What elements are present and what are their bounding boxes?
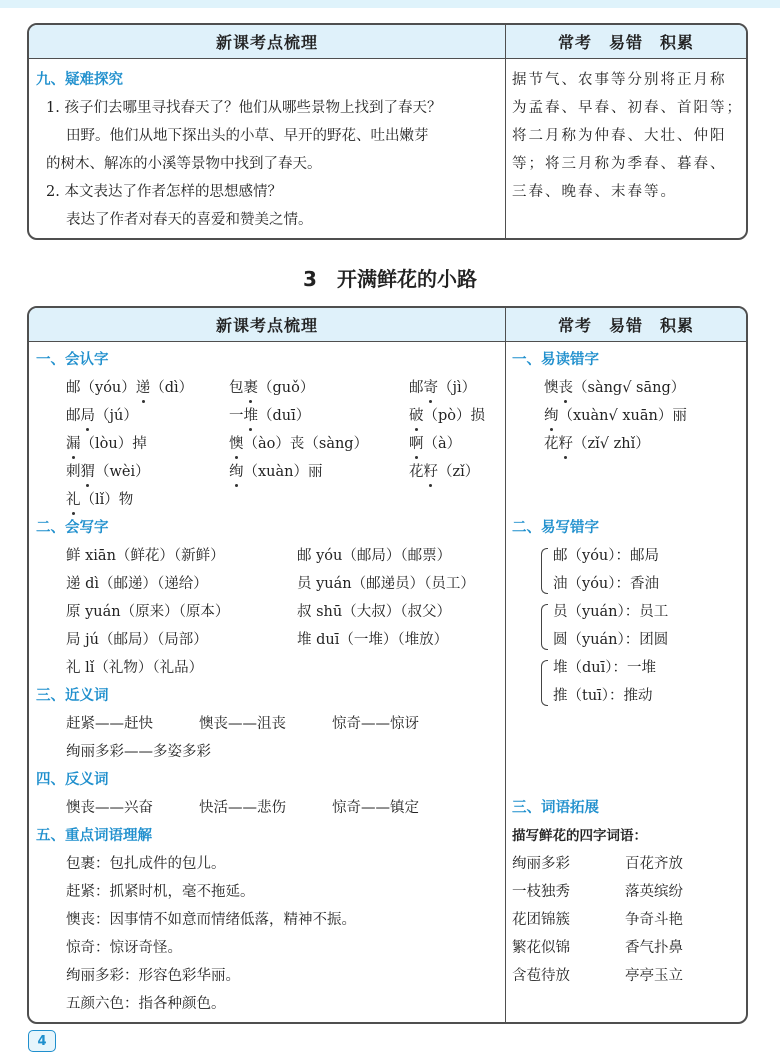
- char-entry: 绚（xuàn）丽: [229, 464, 323, 480]
- definition: 包裹：包扎成件的包儿。: [66, 856, 226, 872]
- top-strip: [0, 0, 780, 8]
- char-entry: 漏（lòu）掉: [66, 436, 147, 452]
- write-entry: 局 jú（邮局）（局部）: [66, 632, 208, 648]
- antonym-pair: 快活——悲伤: [199, 800, 286, 816]
- idiom: 绚丽多彩: [512, 856, 570, 872]
- synonym-pair: 赶紧——赶快: [66, 716, 153, 732]
- section-heading: 五、重点词语理解: [36, 828, 152, 844]
- misread-entry: 花籽（zǐ√ zhǐ）: [544, 436, 650, 452]
- char-entry: 一堆（duī）: [229, 408, 311, 424]
- panel-inquiry: [27, 23, 748, 240]
- section-heading: 三、词语拓展: [512, 800, 599, 816]
- write-entry: 叔 shū（大叔）（叔父）: [297, 604, 451, 620]
- idiom: 亭亭玉立: [625, 968, 683, 984]
- section-heading: 三、近义词: [36, 688, 109, 704]
- header-left: 新课考点梳理: [29, 25, 505, 59]
- idiom: 含苞待放: [512, 968, 570, 984]
- right-note-line: 三春、晚春、末春等。: [512, 184, 677, 200]
- column-divider: [505, 308, 506, 1022]
- char-entry: 花籽（zǐ）: [409, 464, 480, 480]
- idiom: 繁花似锦: [512, 940, 570, 956]
- definition: 懊丧：因事情不如意而情绪低落，精神不振。: [66, 912, 356, 928]
- char-entry: 破（pò）损: [409, 408, 486, 424]
- header-left: 新课考点梳理: [29, 308, 505, 342]
- brace-bracket: [541, 548, 548, 594]
- column-divider: [505, 25, 506, 238]
- idiom: 一枝独秀: [512, 884, 570, 900]
- section-heading: 九、疑难探究: [36, 72, 123, 88]
- question-2: 2. 本文表达了作者怎样的思想感情？: [46, 184, 282, 200]
- section-heading: 四、反义词: [36, 772, 109, 788]
- char-entry: 礼（lǐ）物: [66, 492, 134, 508]
- write-entry: 鲜 xiān（鲜花）（新鲜）: [66, 548, 225, 564]
- idiom: 落英缤纷: [625, 884, 683, 900]
- brace-bracket: [541, 660, 548, 706]
- idiom: 花团锦簇: [512, 912, 570, 928]
- header-right: 常考 易错 积累: [506, 308, 746, 342]
- right-note-line: 等；将三月称为季春、暮春、: [512, 156, 727, 172]
- definition: 赶紧：抓紧时机，毫不拖延。: [66, 884, 255, 900]
- char-entry: 啊（à）: [409, 436, 462, 452]
- question-1: 1. 孩子们去哪里寻找春天了？他们从哪些景物上找到了春天？: [46, 100, 442, 116]
- page-number: 4: [28, 1030, 56, 1052]
- panel-lesson: [27, 306, 748, 1024]
- misread-entry: 绚（xuàn√ xuān）丽: [544, 408, 687, 424]
- definition: 绚丽多彩：形容色彩华丽。: [66, 968, 240, 984]
- miswrite-entry: 员（yuán）：员工: [553, 604, 669, 620]
- write-entry: 递 dì（邮递）（递给）: [66, 576, 208, 592]
- synonym-pair: 惊奇——惊讶: [332, 716, 419, 732]
- misread-entry: 懊丧（sàng√ sāng）: [544, 380, 686, 396]
- write-entry: 礼 lǐ（礼物）（礼品）: [66, 660, 204, 676]
- section-heading: 二、会写字: [36, 520, 109, 536]
- write-entry: 员 yuán（邮递员）（员工）: [297, 576, 475, 592]
- synonym-pair: 懊丧——沮丧: [199, 716, 286, 732]
- answer-1-line-2: 的树木、解冻的小溪等景物中找到了春天。: [46, 156, 322, 172]
- right-note-line: 将二月称为仲春、大壮、仲阳: [512, 128, 727, 144]
- miswrite-entry: 邮（yóu）：邮局: [553, 548, 660, 564]
- char-entry: 邮（yóu）递（dì）: [66, 380, 194, 396]
- answer-2: 表达了作者对春天的喜爱和赞美之情。: [66, 212, 313, 228]
- write-entry: 原 yuán（原来）（原本）: [66, 604, 230, 620]
- char-entry: 邮局（jú）: [66, 408, 138, 424]
- section-heading: 一、易读错字: [512, 352, 599, 368]
- definition: 惊奇：惊讶奇怪。: [66, 940, 182, 956]
- char-entry: 包裹（guǒ）: [229, 380, 315, 396]
- synonym-pair: 绚丽多彩——多姿多彩: [66, 744, 211, 760]
- miswrite-entry: 推（tuī）：推动: [553, 688, 653, 704]
- lesson-title: 3 开满鲜花的小路: [303, 267, 477, 291]
- antonym-pair: 惊奇——镇定: [332, 800, 419, 816]
- antonym-pair: 懊丧——兴奋: [66, 800, 153, 816]
- char-entry: 刺猬（wèi）: [66, 464, 150, 480]
- right-note-line: 为孟春、早春、初春、首阳等；: [512, 100, 743, 116]
- miswrite-entry: 堆（duī）：一堆: [553, 660, 657, 676]
- header-right: 常考 易错 积累: [506, 25, 746, 59]
- miswrite-entry: 圆（yuán）：团圆: [553, 632, 669, 648]
- idiom: 争奇斗艳: [625, 912, 683, 928]
- char-entry: 懊（ào）丧（sàng）: [229, 436, 369, 452]
- section-heading: 二、易写错字: [512, 520, 599, 536]
- brace-bracket: [541, 604, 548, 650]
- write-entry: 邮 yóu（邮局）（邮票）: [297, 548, 452, 564]
- idiom: 百花齐放: [625, 856, 683, 872]
- answer-1-line-1: 田野。他们从地下探出头的小草、早开的野花、吐出嫩芽: [66, 128, 429, 144]
- section-heading: 一、会认字: [36, 352, 109, 368]
- expansion-title: 描写鲜花的四字词语：: [512, 828, 647, 844]
- write-entry: 堆 duī（一堆）（堆放）: [297, 632, 449, 648]
- char-entry: 邮寄（jì）: [409, 380, 477, 396]
- miswrite-entry: 油（yóu）：香油: [553, 576, 660, 592]
- definition: 五颜六色：指各种颜色。: [66, 996, 226, 1012]
- idiom: 香气扑鼻: [625, 940, 683, 956]
- right-note-line: 据节气、农事等分别将正月称: [512, 72, 727, 88]
